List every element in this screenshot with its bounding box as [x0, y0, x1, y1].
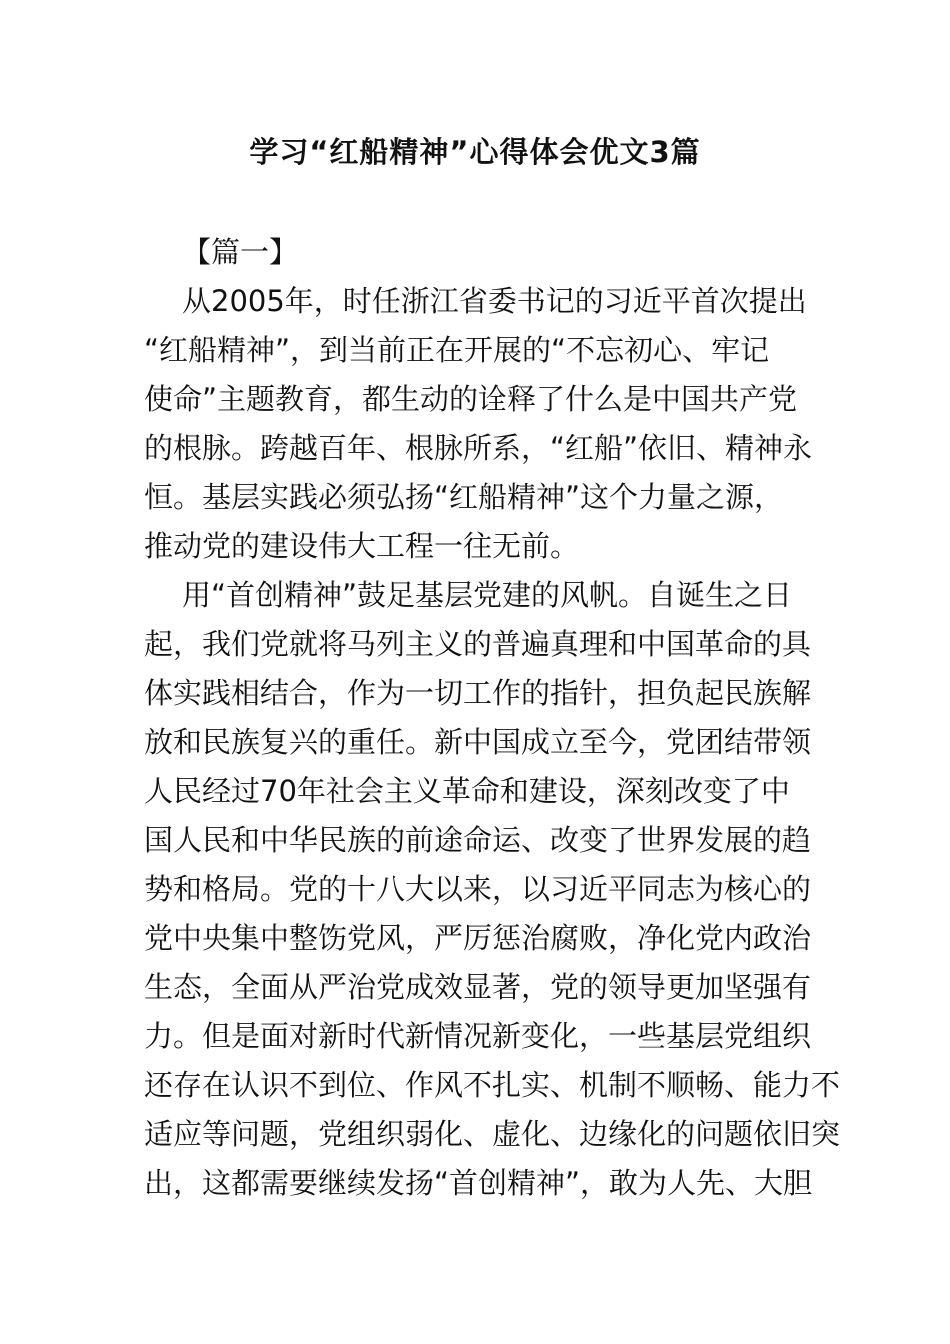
paragraph-line: 势和格局。党的十八大以来，以习近平同志为核心的: [144, 872, 812, 906]
paragraph-line: 恒。基层实践必须弘扬“红船精神”这个力量之源，: [144, 480, 784, 514]
paragraph-line: 人民经过70年社会主义革命和建设，深刻改变了中: [144, 774, 790, 808]
paragraph-line: 生态，全面从严治党成效显著，党的领导更加坚强有: [144, 970, 812, 1004]
paragraph-line: 力。但是面对新时代新情况新变化，一些基层党组织: [144, 1019, 812, 1053]
paragraph-line: 放和民族复兴的重任。新中国成立至今，党团结带领: [144, 725, 812, 759]
paragraph-line: 国人民和中华民族的前途命运、改变了世界发展的趋: [144, 823, 812, 857]
paragraph-line: 推动党的建设伟大工程一往无前。: [144, 529, 580, 563]
paragraph-line: 从2005年，时任浙江省委书记的习近平首次提出: [182, 284, 807, 318]
paragraph-line: “红船精神”，到当前正在开展的“不忘初心、牢记: [144, 333, 770, 367]
paragraph-line: 起，我们党就将马列主义的普遍真理和中国革命的具: [144, 627, 812, 661]
paragraph-line: 党中央集中整饬党风，严厉惩治腐败，净化党内政治: [144, 921, 812, 955]
paragraph-line: 出，这都需要继续发扬“首创精神”，敢为人先、大胆: [144, 1166, 813, 1200]
paragraph-line: 使命”主题教育，都生动的诠释了什么是中国共产党: [144, 382, 798, 416]
paragraph-line: 体实践相结合，作为一切工作的指针，担负起民族解: [144, 676, 812, 710]
paragraph-line: 适应等问题，党组织弱化、虚化、边缘化的问题依旧突: [144, 1117, 841, 1151]
document-title: 学习“红船精神”心得体会优文3篇: [249, 135, 701, 169]
section-label: 【篇一】: [182, 235, 299, 269]
paragraph-line: 还存在认识不到位、作风不扎实、机制不顺畅、能力不: [144, 1068, 841, 1102]
paragraph-line: 用“首创精神”鼓足基层党建的风帆。自诞生之日: [182, 578, 793, 612]
paragraph-line: 的根脉。跨越百年、根脉所系，“红船”依旧、精神永: [144, 431, 813, 465]
document-body: [144, 228, 841, 1208]
